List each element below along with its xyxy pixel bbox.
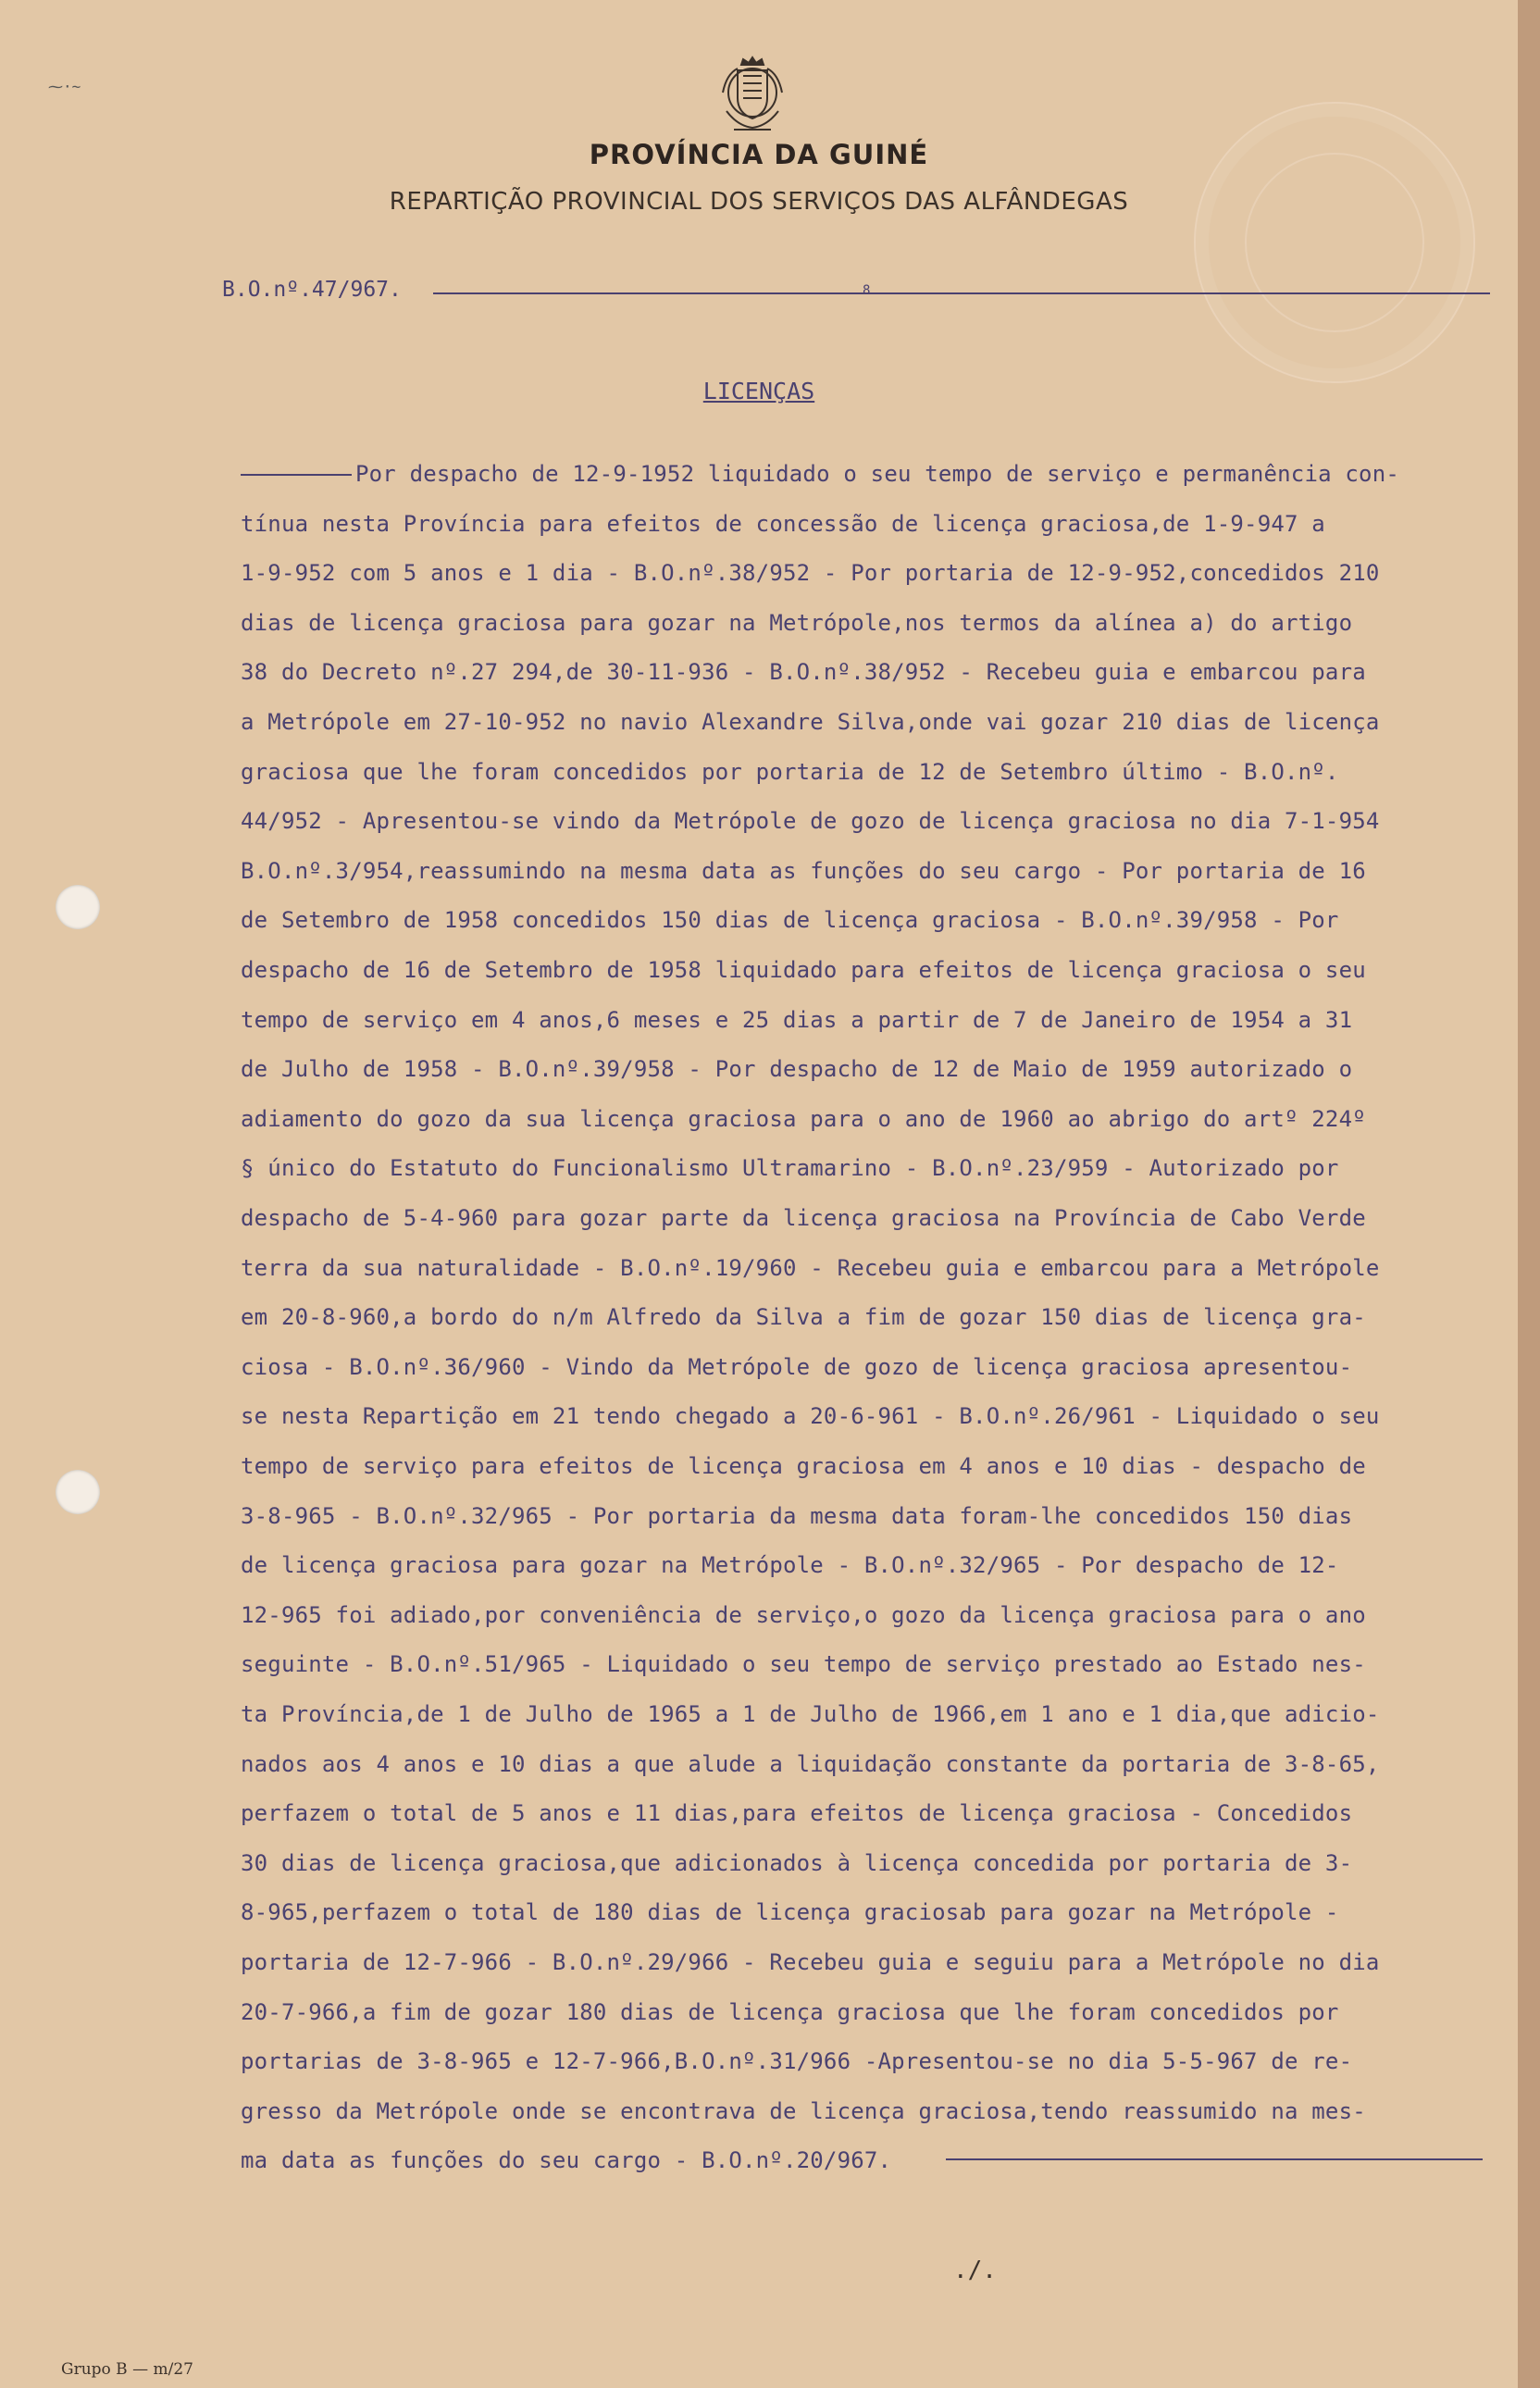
pencil-mark: ⁓·~ [48, 78, 81, 95]
body-line: tempo de serviço em 4 anos,6 meses e 25 dias a partir de 7 de Janeiro de 1954 a 31 [241, 1006, 1353, 1033]
body-line: dias de licença graciosa para gozar na Metrópole,nos termos da alínea a) do artigo [241, 609, 1353, 636]
body-line: se nesta Repartição em 21 tendo chegado a 20-6-961 - B.O.nº.26/961 - Liquidado o seu [241, 1403, 1380, 1430]
closing-rule [946, 2158, 1483, 2160]
body-line: nados aos 4 anos e 10 dias a que alude a liquidação constante da portaria de 3-8-65, [241, 1750, 1380, 1777]
body-line: ciosa - B.O.nº.36/960 - Vindo da Metrópole de gozo de licença graciosa apresentou- [241, 1353, 1353, 1380]
body-line: 30 dias de licença graciosa,que adicionados à licença concedida por portaria de 3- [241, 1849, 1353, 1876]
body-line: 12-965 foi adiado,por conveniência de serviço,o gozo da licença graciosa para o ano [241, 1601, 1366, 1628]
body-line: 38 do Decreto nº.27 294,de 30-11-936 - B.O.nº.38/952 - Recebeu guia e embarcou para [241, 659, 1366, 686]
body-line: ta Província,de 1 de Julho de 1965 a 1 de Julho de 1966,em 1 ano e 1 dia,que adicio- [241, 1701, 1380, 1727]
body-line: adiamento do gozo da sua licença graciosa para o ano de 1960 ao abrigo do artº 224º [241, 1105, 1366, 1132]
paragraph-lead-dash [241, 474, 352, 476]
page-edge [1518, 0, 1540, 2388]
section-title: LICENÇAS [702, 378, 815, 404]
embossed-seal-inner [1245, 153, 1424, 332]
body-line: ma data as funções do seu cargo - B.O.nº.20/967. [241, 2147, 892, 2174]
header-rule [433, 292, 1490, 294]
punch-hole-top [56, 885, 100, 929]
body-line: graciosa que lhe foram concedidos por portaria de 12 de Setembro último - B.O.nº. [241, 758, 1339, 785]
body-line: gresso da Metrópole onde se encontrava de licença graciosa,tendo reassumido na mes- [241, 2097, 1366, 2124]
body-line: 8-965,perfazem o total de 180 dias de licença graciosab para gozar na Metrópole - [241, 1899, 1339, 1926]
body-line: B.O.nº.3/954,reassumindo na mesma data as funções do seu cargo - Por portaria de 16 [241, 857, 1366, 884]
body-line: tempo de serviço para efeitos de licença graciosa em 4 anos e 10 dias - despacho de [241, 1453, 1366, 1479]
body-line: terra da sua naturalidade - B.O.nº.19/960 - Recebeu guia e embarcou para a Metrópole [241, 1254, 1380, 1281]
body-line: perfazem o total de 5 anos e 11 dias,para efeitos de licença graciosa - Concedidos [241, 1800, 1353, 1827]
body-line: despacho de 16 de Setembro de 1958 liquidado para efeitos de licença graciosa o seu [241, 957, 1366, 983]
bulletin-reference: B.O.nº.47/967. [222, 278, 402, 302]
body-line: 3-8-965 - B.O.nº.32/965 - Por portaria da mesma data foram-lhe concedidos 150 dias [241, 1502, 1353, 1529]
continuation-mark: ./. [953, 2257, 997, 2284]
body-line: despacho de 5-4-960 para gozar parte da licença graciosa na Província de Cabo Verde [241, 1205, 1366, 1231]
form-code: Grupo B — m/27 [61, 2360, 193, 2379]
body-line: a Metrópole em 27-10-952 no navio Alexandre Silva,onde vai gozar 210 dias de licença [241, 709, 1380, 735]
body-line: 44/952 - Apresentou-se vindo da Metrópole de gozo de licença graciosa no dia 7-1-954 [241, 808, 1380, 835]
body-line: seguinte - B.O.nº.51/965 - Liquidado o seu tempo de serviço prestado ao Estado nes- [241, 1651, 1366, 1678]
coat-of-arms-icon [715, 56, 789, 135]
body-line: de Setembro de 1958 concedidos 150 dias de licença graciosa - B.O.nº.39/958 - Por [241, 907, 1339, 934]
body-line: 1-9-952 com 5 anos e 1 dia - B.O.nº.38/952 - Por portaria de 12-9-952,concedidos 210 [241, 560, 1380, 587]
body-line: de licença graciosa para gozar na Metrópole - B.O.nº.32/965 - Por despacho de 12- [241, 1552, 1339, 1579]
body-line: portaria de 12-7-966 - B.O.nº.29/966 - Recebeu guia e seguiu para a Metrópole no dia [241, 1949, 1380, 1975]
province-title: PROVÍNCIA DA GUINÉ [589, 139, 929, 170]
body-line: 20-7-966,a fim de gozar 180 dias de licença graciosa que lhe foram concedidos por [241, 1998, 1339, 2025]
rule-mark: 8 [863, 283, 871, 298]
body-line: Por despacho de 12-9-1952 liquidado o seu tempo de serviço e permanência con- [355, 461, 1399, 487]
body-line: tínua nesta Província para efeitos de concessão de licença graciosa,de 1-9-947 a [241, 510, 1325, 537]
body-line: em 20-8-960,a bordo do n/m Alfredo da Silva a fim de gozar 150 dias de licença gra- [241, 1304, 1366, 1331]
body-line: portarias de 3-8-965 e 12-7-966,B.O.nº.31/966 -Apresentou-se no dia 5-5-967 de re- [241, 2048, 1353, 2075]
punch-hole-bottom [56, 1470, 100, 1514]
body-line: de Julho de 1958 - B.O.nº.39/958 - Por despacho de 12 de Maio de 1959 autorizado o [241, 1056, 1353, 1083]
department-name: REPARTIÇÃO PROVINCIAL DOS SERVIÇOS DAS ALFÂNDEGAS [389, 188, 1129, 216]
body-line: § único do Estatuto do Funcionalismo Ultramarino - B.O.nº.23/959 - Autorizado por [241, 1155, 1339, 1182]
